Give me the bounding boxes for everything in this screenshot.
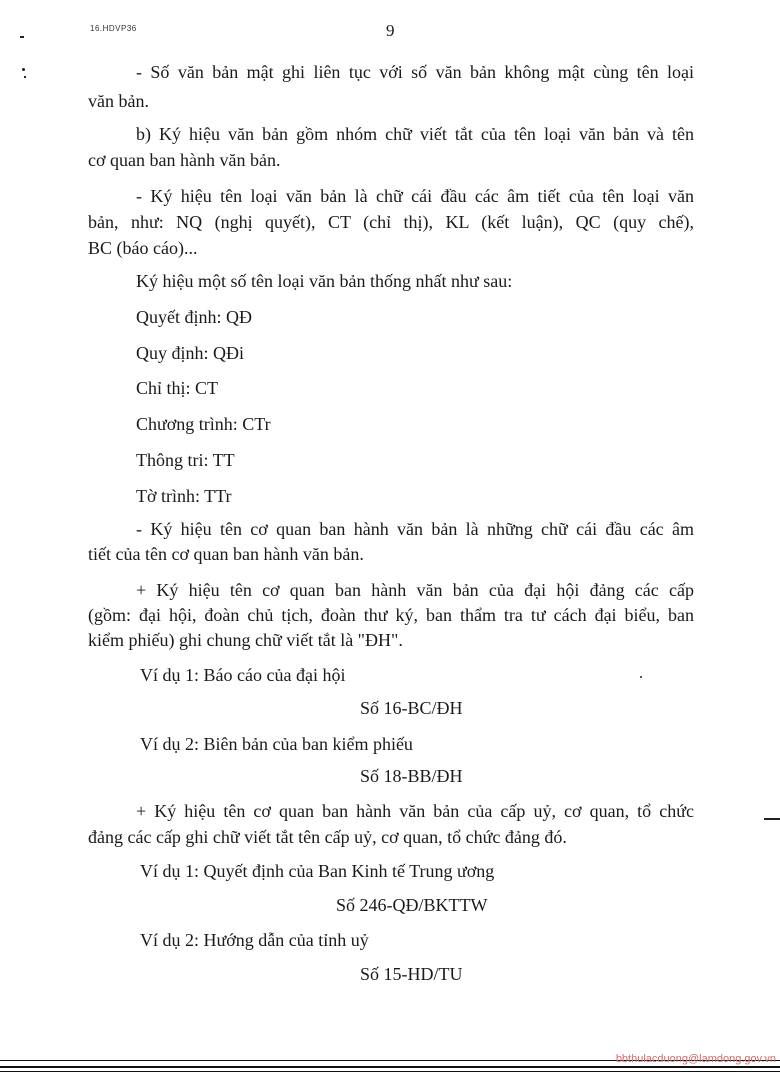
- abbreviation-item: Chương trình: CTr: [136, 414, 271, 434]
- example-label: Ví dụ 2: Biên bản của ban kiểm phiếu: [140, 734, 413, 754]
- footer-rule: [0, 1071, 780, 1072]
- paragraph-line: - Số văn bản mật ghi liên tục với số văn bản không mật cùng tên loại: [136, 62, 694, 82]
- paragraph-line: b) Ký hiệu văn bản gồm nhóm chữ viết tắt của tên loại văn bản và tên: [136, 124, 694, 144]
- example-label: Ví dụ 1: Quyết định của Ban Kinh tế Trung ương: [140, 861, 495, 881]
- paragraph-line: kiểm phiếu) ghi chung chữ viết tắt là "ĐH".: [88, 630, 403, 650]
- paragraph-line: cơ quan ban hành văn bản.: [88, 150, 281, 170]
- example-number: Số 15-HD/TU: [360, 964, 463, 984]
- paragraph-line: BC (báo cáo)...: [88, 238, 198, 258]
- paragraph-line: - Ký hiệu tên cơ quan ban hành văn bản là những chữ cái đầu các âm: [136, 519, 694, 539]
- paragraph-line: + Ký hiệu tên cơ quan ban hành văn bản của cấp uỷ, cơ quan, tổ chức: [136, 801, 694, 821]
- scan-mark: [20, 36, 24, 38]
- abbreviation-item: Quy định: QĐi: [136, 343, 244, 363]
- paragraph-line: văn bản.: [88, 91, 149, 111]
- abbreviation-item: Quyết định: QĐ: [136, 307, 252, 327]
- scan-mark: [640, 676, 642, 678]
- paragraph-line: (gồm: đại hội, đoàn chủ tịch, đoàn thư ký, ban thẩm tra tư cách đại biểu, ban: [88, 605, 694, 625]
- abbreviation-item: Tờ trình: TTr: [136, 486, 232, 506]
- paragraph-line: tiết của tên cơ quan ban hành văn bản.: [88, 544, 364, 564]
- paragraph-line: bản, như: NQ (nghị quyết), CT (chỉ thị), KL (kết luận), QC (quy chế),: [88, 212, 694, 232]
- scan-mark: [764, 818, 780, 820]
- abbreviation-item: Thông tri: TT: [136, 450, 235, 470]
- paragraph-line: + Ký hiệu tên cơ quan ban hành văn bản của đại hội đảng các cấp: [136, 580, 694, 600]
- page-number: 9: [386, 21, 395, 40]
- paragraph-line: - Ký hiệu tên loại văn bản là chữ cái đầu các âm tiết của tên loại văn: [136, 186, 694, 206]
- example-number: Số 16-BC/ĐH: [360, 698, 463, 718]
- example-label: Ví dụ 1: Báo cáo của đại hội: [140, 665, 346, 685]
- paragraph-line: đảng các cấp ghi chữ viết tắt tên cấp uỷ, cơ quan, tổ chức đảng đó.: [88, 827, 567, 847]
- scan-mark: [24, 76, 26, 78]
- paragraph-line: Ký hiệu một số tên loại văn bản thống nhất như sau:: [136, 271, 513, 291]
- example-label: Ví dụ 2: Hướng dẫn của tỉnh uỷ: [140, 930, 369, 950]
- example-number: Số 246-QĐ/BKTTW: [336, 895, 488, 915]
- source-watermark: bbthulacduong@lamdong.gov.vn: [615, 1053, 776, 1065]
- abbreviation-item: Chỉ thị: CT: [136, 378, 219, 398]
- example-number: Số 18-BB/ĐH: [360, 766, 463, 786]
- footer-rule: [0, 1066, 780, 1068]
- scan-mark: [22, 68, 25, 71]
- document-code: 16.HDVP36: [90, 24, 137, 33]
